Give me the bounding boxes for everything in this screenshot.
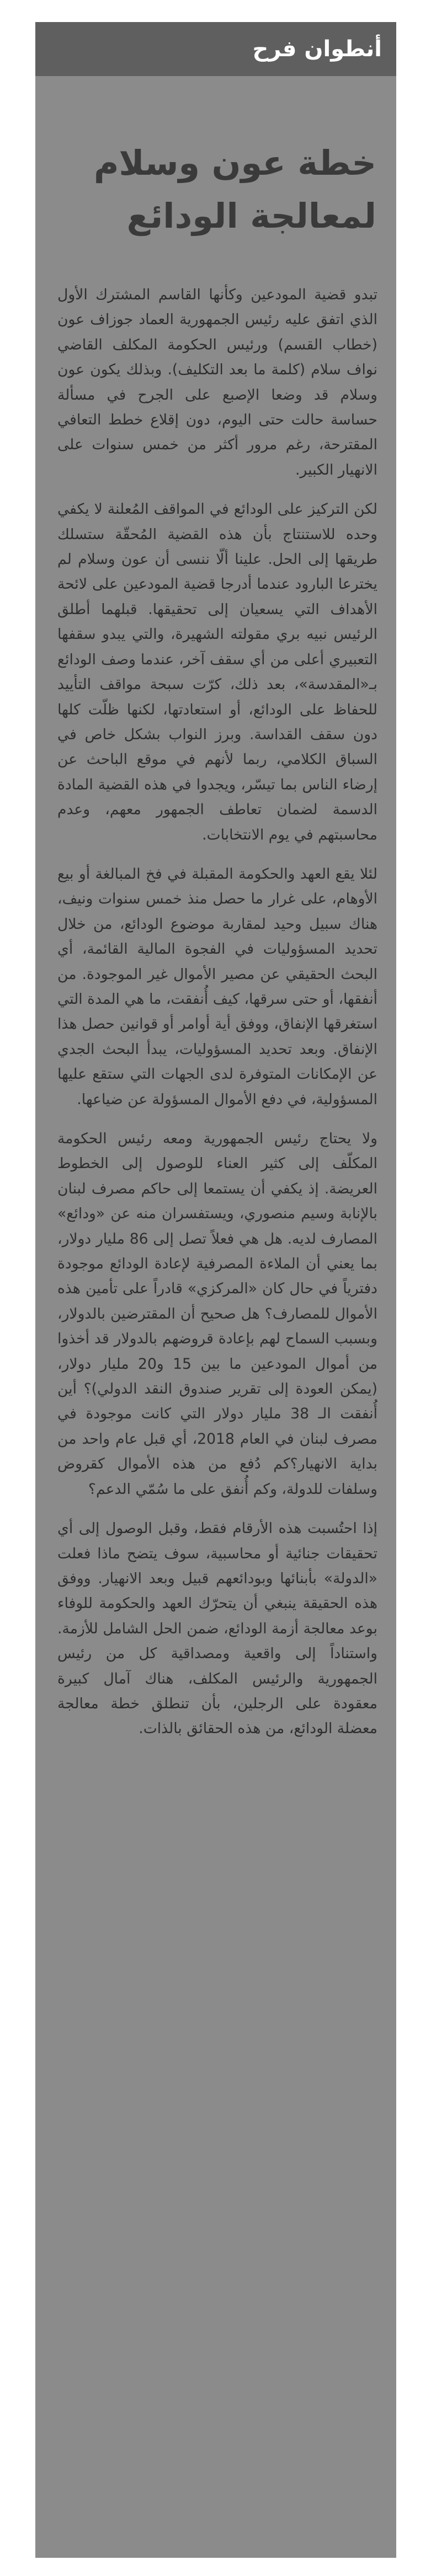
paragraph: لئلا يقع العهد والحكومة المقبلة في فخ المبالغة أو بيع الأوهام، على غرار ما حصل منذ خمس سنوات ونيف، هناك سبيل وحيد لمقاربة موضوع الودائع، من خلال تحديد المسؤوليات في الفجوة المالية القائمة، أي البحث الحقيقي عن مصير الأموال غير الموجودة. من أنفقها، أو حتى سرقها، كيف أُنفقت، ما هي المدة التي استغرقها الإنفاق، ووفق أية أوامر أو قوانين حصل هذا الإنفاق. وبعد تحديد المسؤوليات، يبدأ البحث الجدي عن الإمكانات المتوفرة لدى الجهات التي ستقع عليها المسؤولية، في دفع الأموال المسؤولة عن ضياعها. — [57, 865, 377, 1108]
headline: خطة عون وسلام لمعالجة الودائع — [93, 143, 376, 236]
paragraph: إذا احتُسبت هذه الأرقام فقط، وقبل الوصول إلى أي تحقيقات جنائية أو محاسبية، سوف يتضح ماذا فعلت «الدولة» بأبنائها وبودائعهم قبيل وبعد الانهيار. ووفق هذه الحقيقة ينبغي أن يتحرّك العهد والحكومة للوفاء بوعد معالجة أزمة الودائع، ضمن الحل الشامل للأزمة. واستناداً إلى واقعية ومصداقية كل من رئيس الجمهورية والرئيس المكلف، هناك آمال كبيرة معقودة على الرجلين، بأن تنطلق خطة معالجة معضلة الودائع، من هذه الحقائق بالذات. — [57, 1520, 377, 1738]
article-column — [35, 22, 396, 2558]
article-body — [57, 282, 377, 1741]
author-name: أنطوان فرح — [252, 36, 382, 62]
paragraph: تبدو قضية المودعين وكأنها القاسم المشترك الأول الذي اتفق عليه رئيس الجمهورية العماد جوزاف عون (خطاب القسم) ورئيس الحكومة المكلف القاضي نواف سلام (كلمة ما بعد التكليف). وبذلك يكون عون وسلام قد وضعا الإصبع على الجرح في مسألة حساسة حالت حتى اليوم، دون إقلاع خطط التعافي المقترحة، رغم مرور أكثر من خمس سنوات على الانهيار الكبير. — [57, 286, 377, 478]
paragraph: لكن التركيز على الودائع في المواقف المُعلنة لا يكفي وحده للاستنتاج بأن هذه القضية المُحقّة ستسلك طريقها إلى الحل. علينا ألّا ننسى أن عون وسلام لم يخترعا البارود عندما أدرجا قضية المودعين على لائحة الأهداف التي يسعيان إلى تحقيقها. قبلهما أطلق الرئيس نبيه بري مقولته الشهيرة، والتي يبدو سقفها التعبيري أعلى من أي سقف آخر، عندما وصف الودائع بـ«المقدسة»، بعد ذلك، كرّت سبحة مواقف التأييد للحفاظ على الودائع، أو استعادتها، لكنها ظلّت كلها دون سقف القداسة. وبرز النواب بشكل خاص في السباق الكلامي، ربما لأنهم في موقع الباحث عن إرضاء الناس بما تيسّر، ويجدوا في هذه القضية المادة الدسمة لضمان تعاطف الجمهور معهم، وعدم محاسبتهم في يوم الانتخابات. — [57, 501, 377, 843]
paragraph: ولا يحتاج رئيس الجمهورية ومعه رئيس الحكومة المكلّف إلى كثير العناء للوصول إلى الخطوط العريضة. إذ يكفي أن يستمعا إلى حاكم مصرف لبنان بالإنابة وسيم منصوري، ويستفسران منه عن «ودائع» المصارف لديه. هل هي فعلاً تصل إلى 86 مليار دولار، بما يعني أن الملاءة المصرفية لإعادة الودائع موجودة دفترياً في حال كان «المركزي» قادراً على تأمين هذه الأموال للمصارف؟ هل صحيح أن المقترضين بالدولار، وبسبب السماح لهم بإعادة قروضهم بالدولار قد أخذوا من أموال المودعين ما بين 15 و20 مليار دولار، (يمكن العودة إلى تقرير صندوق النقد الدولي)؟ أين أُنفقت الـ 38 مليار دولار التي كانت موجودة في مصرف لبنان في العام 2018، أي قبل عام واحد من بداية الانهيار؟كم دُفع من هذه الأموال كقروض وسلفات للدولة، وكم أُنفق على ما سُمّي الدعم؟ — [57, 1130, 377, 1498]
author-bar — [35, 22, 396, 76]
